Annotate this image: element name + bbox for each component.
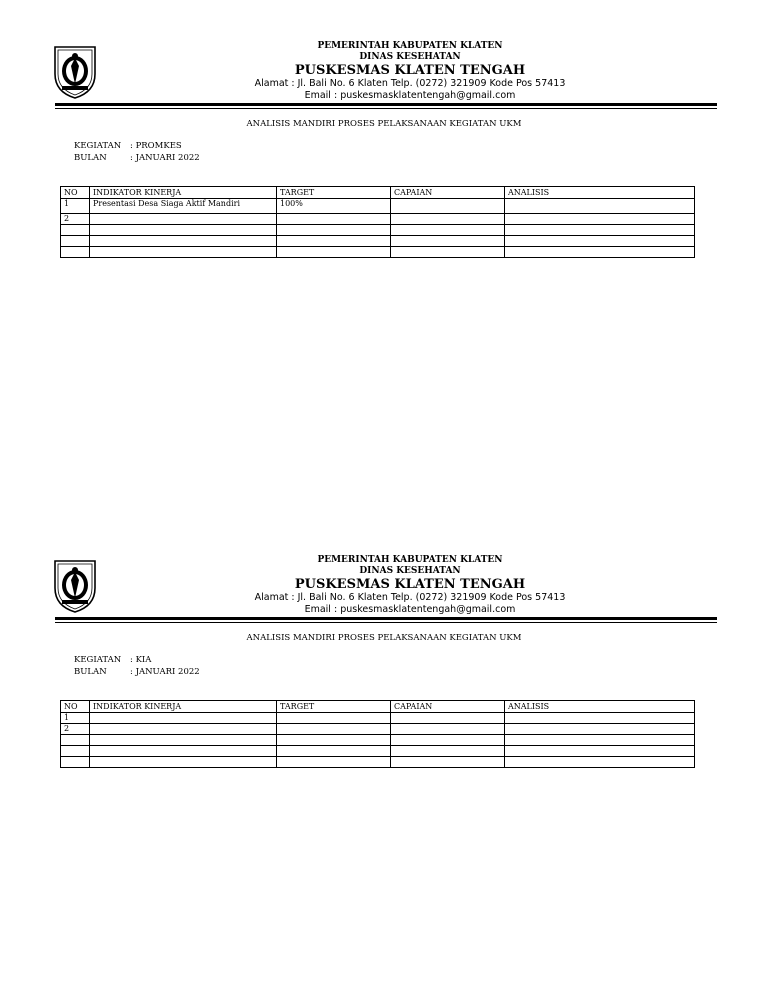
cell-capaian: [391, 236, 505, 247]
kegiatan-value: : KIA: [130, 655, 152, 665]
cell-indikator: [90, 236, 277, 247]
performance-indicator-table: [60, 186, 695, 258]
document-section-kia: [0, 514, 768, 814]
cell-analisis: [505, 236, 695, 247]
table-row: [61, 225, 695, 236]
cell-indikator: [90, 735, 277, 746]
letterhead-email: Email : puskesmasklatentengah@gmail.com: [304, 604, 516, 615]
cell-capaian: [391, 247, 505, 258]
table-row: [61, 247, 695, 258]
cell-indikator: [90, 757, 277, 768]
cell-capaian: [391, 225, 505, 236]
cell-indikator: [90, 214, 277, 225]
letterhead-divider-thick: [55, 103, 717, 106]
cell-target: [277, 225, 391, 236]
header-analisis: ANALISIS: [505, 701, 695, 713]
kegiatan-label: KEGIATAN: [74, 655, 122, 665]
cell-indikator: [90, 713, 277, 724]
activity-meta: [74, 140, 200, 164]
cell-capaian: [391, 724, 505, 735]
cell-capaian: [391, 746, 505, 757]
header-target: TARGET: [277, 187, 391, 199]
header-capaian: CAPAIAN: [391, 701, 505, 713]
cell-analisis: [505, 214, 695, 225]
cell-indikator: [90, 746, 277, 757]
cell-capaian: [391, 199, 505, 214]
cell-analisis: [505, 746, 695, 757]
cell-capaian: [391, 757, 505, 768]
cell-no: [61, 757, 90, 768]
cell-no: [61, 746, 90, 757]
bulan-label: BULAN: [74, 153, 107, 163]
cell-target: [277, 735, 391, 746]
letterhead-department: DINAS KESEHATAN: [359, 566, 461, 576]
letterhead-address: Alamat : Jl. Bali No. 6 Klaten Telp. (0272) 321909 Kode Pos 57413: [254, 592, 566, 603]
cell-analisis: [505, 225, 695, 236]
letterhead: [230, 555, 590, 616]
bulan-label: BULAN: [74, 667, 107, 677]
header-analisis: ANALISIS: [505, 187, 695, 199]
cell-indikator: [90, 724, 277, 735]
cell-no: 2: [61, 724, 90, 735]
table-row: [61, 724, 695, 735]
cell-target: [277, 757, 391, 768]
letterhead-divider-thick: [55, 617, 717, 620]
document-title: ANALISIS MANDIRI PROSES PELAKSANAAN KEGIATAN UKM: [246, 119, 522, 129]
bulan-value: : JANUARI 2022: [130, 667, 200, 677]
regency-emblem-logo: [52, 558, 98, 614]
letterhead-divider-thin: [55, 622, 717, 623]
letterhead-government: PEMERINTAH KABUPATEN KLATEN: [317, 555, 503, 565]
cell-no: 1: [61, 713, 90, 724]
cell-no: [61, 247, 90, 258]
letterhead: [230, 41, 590, 102]
letterhead-department: DINAS KESEHATAN: [359, 52, 461, 62]
cell-no: [61, 735, 90, 746]
cell-analisis: [505, 247, 695, 258]
cell-no: [61, 225, 90, 236]
cell-no: [61, 236, 90, 247]
cell-no: 2: [61, 214, 90, 225]
cell-capaian: [391, 214, 505, 225]
cell-indikator: [90, 225, 277, 236]
cell-analisis: [505, 713, 695, 724]
cell-target: [277, 713, 391, 724]
cell-target: [277, 214, 391, 225]
cell-target: [277, 236, 391, 247]
performance-indicator-table: [60, 700, 695, 768]
cell-capaian: [391, 735, 505, 746]
bulan-value: : JANUARI 2022: [130, 153, 200, 163]
letterhead-address: Alamat : Jl. Bali No. 6 Klaten Telp. (0272) 321909 Kode Pos 57413: [254, 78, 566, 89]
table-row: [61, 199, 695, 214]
letterhead-government: PEMERINTAH KABUPATEN KLATEN: [317, 41, 503, 51]
cell-indikator: [90, 247, 277, 258]
letterhead-title: PUSKESMAS KLATEN TENGAH: [294, 577, 526, 592]
header-indikator-kinerja: INDIKATOR KINERJA: [90, 701, 277, 713]
letterhead-title: PUSKESMAS KLATEN TENGAH: [294, 63, 526, 78]
table-row: [61, 214, 695, 225]
table-header-row: [61, 187, 695, 199]
activity-meta: [74, 654, 200, 678]
cell-target: [277, 247, 391, 258]
cell-target: [277, 724, 391, 735]
cell-capaian: [391, 713, 505, 724]
header-no: NO: [61, 187, 90, 199]
header-capaian: CAPAIAN: [391, 187, 505, 199]
cell-target: 100%: [277, 199, 391, 214]
header-target: TARGET: [277, 701, 391, 713]
cell-indikator: Presentasi Desa Siaga Aktif Mandiri: [90, 199, 277, 214]
cell-analisis: [505, 735, 695, 746]
document-title: ANALISIS MANDIRI PROSES PELAKSANAAN KEGIATAN UKM: [246, 633, 522, 643]
regency-emblem-logo: [52, 44, 98, 100]
kegiatan-label: KEGIATAN: [74, 141, 122, 151]
table-row: [61, 746, 695, 757]
letterhead-divider-thin: [55, 108, 717, 109]
table-row: [61, 713, 695, 724]
header-no: NO: [61, 701, 90, 713]
header-indikator-kinerja: INDIKATOR KINERJA: [90, 187, 277, 199]
letterhead-email: Email : puskesmasklatentengah@gmail.com: [304, 90, 516, 101]
table-row: [61, 236, 695, 247]
cell-analisis: [505, 724, 695, 735]
cell-no: 1: [61, 199, 90, 214]
cell-analisis: [505, 757, 695, 768]
cell-target: [277, 746, 391, 757]
table-header-row: [61, 701, 695, 713]
document-section-promkes: [0, 0, 768, 300]
cell-analisis: [505, 199, 695, 214]
table-row: [61, 757, 695, 768]
table-row: [61, 735, 695, 746]
kegiatan-value: : PROMKES: [130, 141, 182, 151]
